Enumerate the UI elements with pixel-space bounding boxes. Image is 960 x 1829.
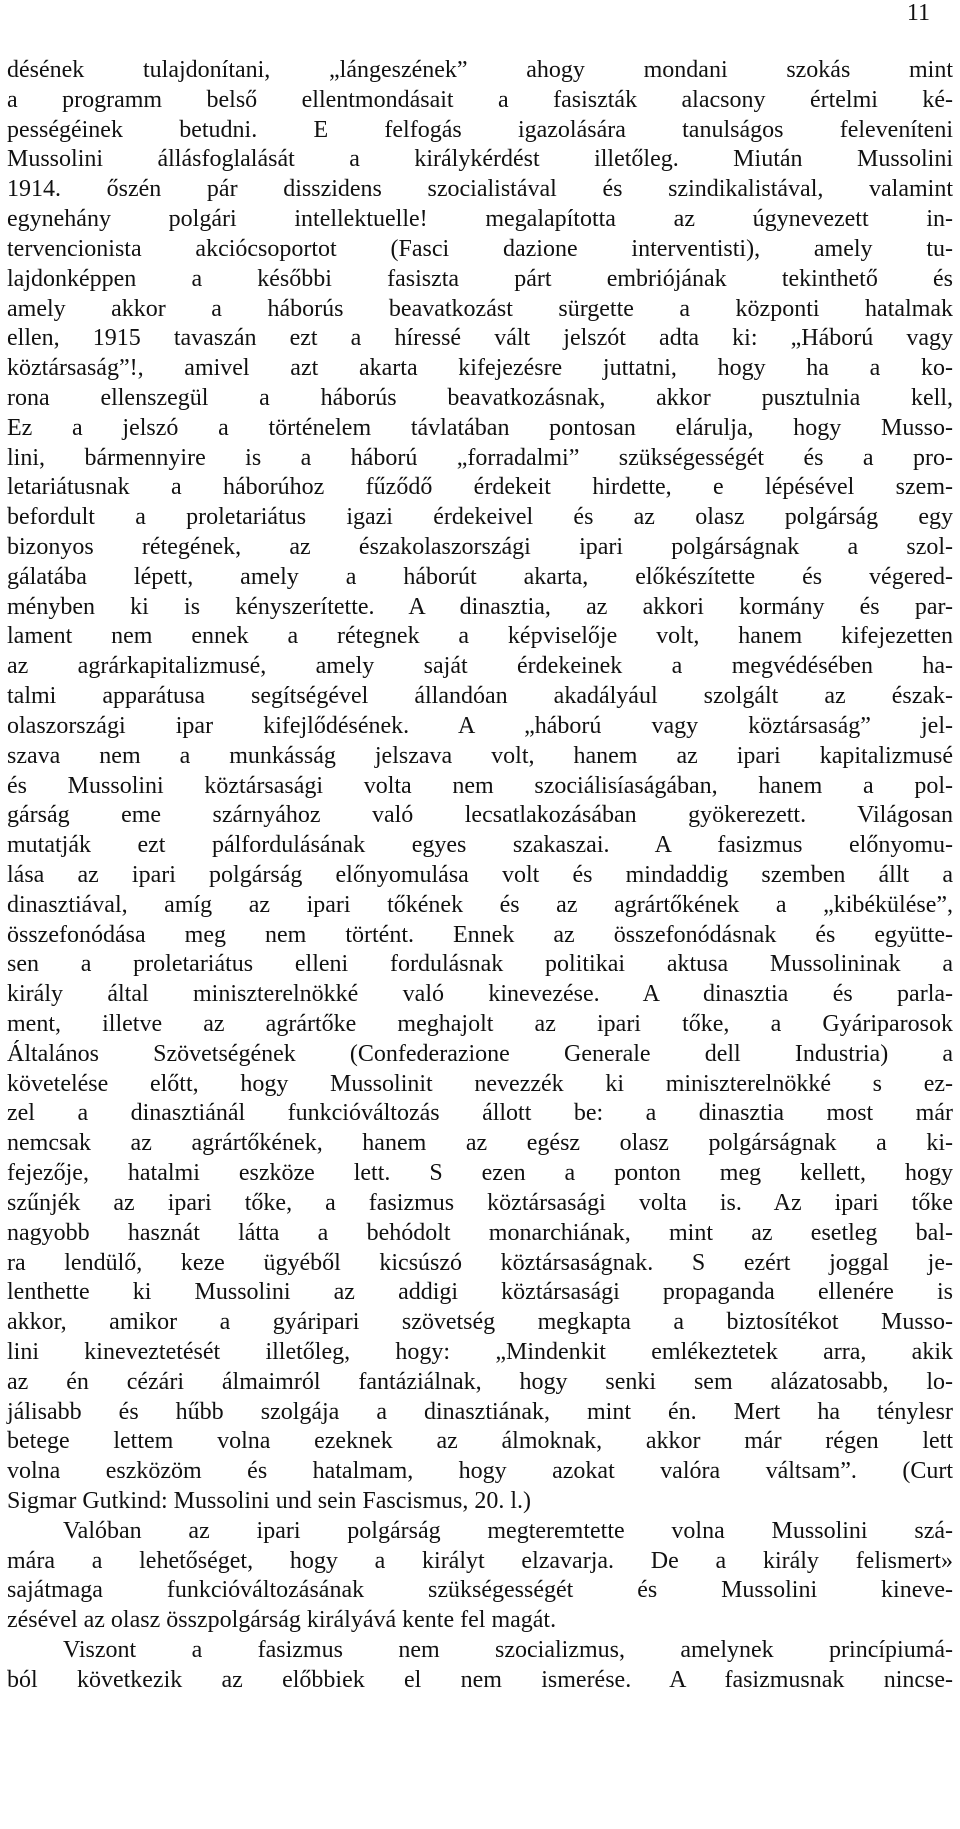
text-line: olaszországi ipar kifejlődésének. A „háború vagy köztársaság” jel- [7,712,953,739]
text-line: nemcsak az agrártőkének, hanem az egész olasz polgárságnak a ki- [7,1130,953,1157]
text-line: lajdonképpen a későbbi fasiszta párt embriójának tekinthető és [7,265,953,292]
text-line: gálatába lépett, amely a háborút akarta, előkészítette és végered- [7,563,953,590]
text-line: amely akkor a háborús beavatkozást sürgette a központi hatalmak [7,295,953,322]
text-line: jálisabb és hűbb szolgája a dinasztiának, mint én. Mert ha ténylesr [7,1398,953,1425]
text-line: ból következik az előbbiek el nem ismerése. A fasizmusnak nincse- [7,1666,953,1693]
text-line: nagyobb hasznát látta a behódolt monarchiának, mint az esetleg bal- [7,1219,953,1246]
text-line: és Mussolini köztársasági volta nem szociálisíaságában, hanem a pol- [7,772,953,799]
text-line: köztársaság”!, amivel azt akarta kifejezésre juttatni, hogy ha a ko- [7,355,953,382]
text-line: Valóban az ipari polgárság megteremtette volna Mussolini szá- [63,1517,953,1544]
text-line: szava nem a munkásság jelszava volt, hanem az ipari kapitalizmusé [7,742,953,769]
text-line: fejezője, hatalmi eszköze lett. S ezen a ponton meg kellett, hogy [7,1160,953,1187]
text-line: talmi apparátusa segítségével állandóan akadályául szolgált az észak- [7,683,953,710]
text-line: zel a dinasztiánál funkcióváltozás állott be: a dinasztia most már [7,1100,953,1127]
text-line: Sigmar Gutkind: Mussolini und sein Fascismus, 20. l.) [7,1488,532,1514]
text-line: Ez a jelszó a történelem távlatában pontosan elárulja, hogy Musso- [7,414,953,441]
text-line: lini kineveztetését illetőleg, hogy: „Mindenkit emlékeztetek arra, akik [7,1338,953,1365]
text-line: Általános Szövetségének (Confederazione Generale dell Industria) a [7,1040,953,1067]
text-line: az agrárkapitalizmusé, amely saját érdekeinek a megvédésében ha- [7,653,953,680]
page-number: 11 [906,0,930,26]
text-line: ment, illetve az agrártőke meghajolt az ipari tőke, a Gyáriparosok [7,1011,953,1037]
text-line: ményben ki is kényszerítette. A dinasztia, az akkori kormány és par- [7,593,953,620]
text-line: az én cézári álmaimról fantáziálnak, hogy senki sem alázatosabb, lo- [7,1368,953,1395]
text-line: király által miniszterelnökké való kinevezése. A dinasztia és parla- [7,981,953,1008]
text-line: mára a lehetőséget, hogy a királyt elzavarja. De a király felismert» [7,1547,953,1574]
text-line: tervencionista akciócsoportot (Fasci dazione interventisti), amely tu- [7,235,953,262]
text-line: sen a proletariátus elleni fordulásnak politikai aktusa Mussolininak a [7,951,953,978]
text-line: rona ellenszegül a háborús beavatkozásnak, akkor pusztulnia kell, [7,384,953,411]
text-line: követelése előtt, hogy Mussolinit nevezzék ki miniszterelnökké s ez- [7,1070,953,1097]
text-line: lament nem ennek a rétegnek a képviselője volt, hanem kifejezetten [7,623,953,650]
text-line: mutatják ezt pálfordulásának egyes szakaszai. A fasizmus előnyomu- [7,832,953,859]
body-text [7,56,953,1696]
text-line: zésével az olasz összpolgárság királyává kente fel magát. [7,1607,557,1634]
text-line: a programm belső ellentmondásait a fasiszták alacsony értelmi ké- [7,86,953,113]
text-line: ra lendülő, keze ügyéből kicsúszó köztársaságnak. S ezért joggal je- [7,1249,953,1276]
text-line: szűnjék az ipari tőke, a fasizmus köztársasági volta is. Az ipari tőke [7,1189,953,1216]
text-line: befordult a proletariátus igazi érdekeivel és az olasz polgárság egy [7,504,953,531]
text-line: lása az ipari polgárság előnyomulása volt és mindaddig szemben állt a [7,861,953,888]
text-line: letariátusnak a háborúhoz fűződő érdekeit hirdette, e lépésével szem- [7,474,953,501]
text-line: akkor, amikor a gyáripari szövetség megkapta a biztosítékot Musso- [7,1309,953,1336]
text-line: sajátmaga funkcióváltozásának szükségességét és Mussolini kineve- [7,1577,953,1604]
text-line: Viszont a fasizmus nem szocializmus, amelynek princípiumá- [63,1637,953,1664]
text-line: Mussolini állásfoglalását a királykérdést illetőleg. Miután Mussolini [7,146,953,173]
text-line: dinasztiával, amíg az ipari tőkének és az agrártőkének a „kibékülése”, [7,891,953,918]
text-line: egynehány polgári intellektuelle! megalapította az úgynevezett in- [7,206,953,233]
text-line: lenthette ki Mussolini az addigi köztársasági propaganda ellenére is [7,1279,953,1306]
text-line: désének tulajdonítani, „lángeszének” ahogy mondani szokás mint [7,57,953,83]
text-line: bizonyos rétegének, az északolaszországi ipari polgárságnak a szol- [7,534,953,560]
text-line: volna eszközöm és hatalmam, hogy azokat valóra váltsam”. (Curt [7,1458,953,1485]
text-line: pességéinek betudni. E felfogás igazolására tanulságos feleveníteni [7,116,953,143]
text-line: betege lettem volna ezeknek az álmoknak, akkor már régen lett [7,1428,953,1455]
text-line: összefonódása meg nem történt. Ennek az összefonódásnak és együtte- [7,921,953,948]
text-line: 1914. őszén pár disszidens szocialistával és szindikalistával, valamint [7,176,953,203]
text-line: lini, bármennyire is a háború „forradalmi” szükségességét és a pro- [7,444,953,471]
text-line: ellen, 1915 tavaszán ezt a híressé vált jelszót adta ki: „Háború vagy [7,325,953,352]
text-line: gárság eme szárnyához való lecsatlakozásában gyökerezett. Világosan [7,802,953,829]
